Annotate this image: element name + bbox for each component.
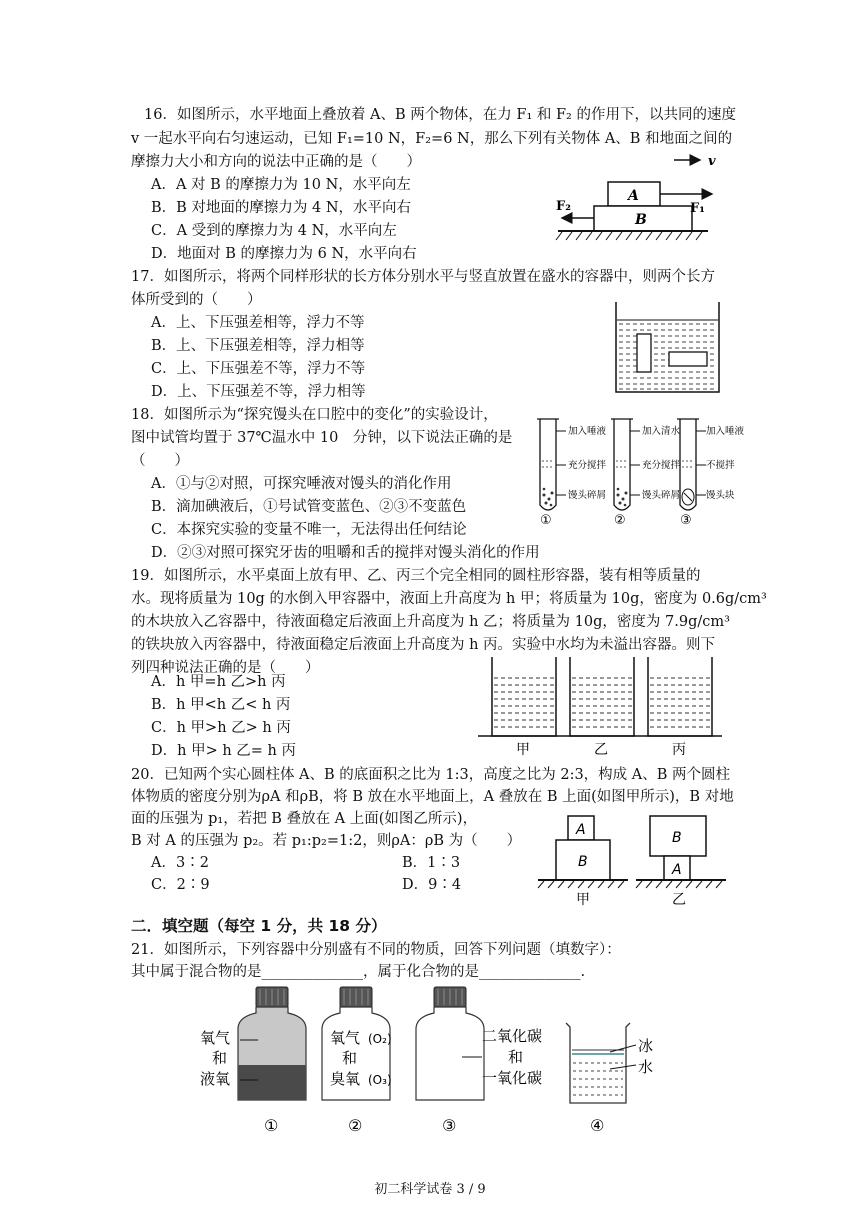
q21-number-1: ① [264,1116,279,1135]
q21-bottle1-text3: 液氧 [200,1070,231,1088]
q18-tube2-label1: 加入清水 [642,426,681,437]
q16-stem-line2: v 一起水平向右匀速运动，已知 F₁=10 N，F₂=6 N，那么下列有关物体 A、B 和地面之间的 [131,131,733,147]
q21-bottle2-formula1: (O₂) [368,1032,392,1046]
q16-stem-line3: 摩擦力大小和方向的说法中正确的是（ ） [131,154,421,170]
q20-label-jia: 甲 [576,892,590,908]
q18-tube3-label1: 加入唾液 [706,426,745,437]
q21-bottle1-text2: 和 [212,1049,228,1067]
q18-tube2-label3: 馒头碎屑 [642,490,681,501]
q21-bottle3-text1: 二氧化碳 [482,1027,543,1045]
q18-tube2-label2: 充分搅拌 [642,460,681,471]
q17-option-d: D．上、下压强差不等，浮力相等 [151,384,366,400]
q20-jia-block-b: B [578,854,588,870]
q21-stem-line1: 21．如图所示，下列容器中分别盛有不同的物质，回答下列问题（填数字）： [131,942,621,958]
q18-tube1-label1: 加入唾液 [568,426,607,437]
q21-figure [190,985,670,1155]
q21-stem-line2: 其中属于混合物的是______________，属于化合物的是______________. [131,964,586,980]
q16-option-b: B．B 对地面的摩擦力为 4 N，水平向右 [151,200,412,216]
q17-figure [613,300,723,396]
q19-option-b: B．h 甲<h 乙< h 丙 [151,697,291,713]
q21-beaker-ice-label: 冰 [638,1037,654,1055]
q20-option-b: B．1∶3 [402,855,461,871]
q19-option-a: A．h 甲=h 乙>h 丙 [151,674,286,690]
q20-option-d: D．9∶4 [402,877,462,893]
q19-label-jia: 甲 [516,742,530,758]
q18-tube1-label3: 馒头碎屑 [568,490,607,501]
q19-stem-line4: 的铁块放入丙容器中，待液面稳定后液面上升高度为 h 丙。实验中水均为未溢出容器。则下 [131,637,716,653]
q16-stem-line1: 16．如图所示，水平地面上叠放着 A、B 两个物体，在力 F₁ 和 F₂ 的作用下，以共同的速度 [144,107,736,123]
q21-bottle2-text1: 氧气 [330,1029,361,1047]
q18-option-c: C．本探究实验的变量不唯一，无法得出任何结论 [151,522,467,538]
q21-bottle1-text1: 氧气 [200,1029,231,1047]
q16-f1-label: F₁ [690,201,705,216]
q16-option-d: D．地面对 B 的摩擦力为 6 N，水平向右 [151,246,417,262]
q17-option-a: A．上、下压强差相等，浮力不等 [151,315,365,331]
q18-tube3-number: ③ [680,513,692,528]
q17-stem-line2: 体所受到的（ ） [131,292,262,308]
q18-figure [530,413,760,528]
q20-stem-line1: 20．已知两个实心圆柱体 A、B 的底面积之比为 1:3，高度之比为 2:3，构成 A、B 两个圆柱 [131,767,731,783]
q18-stem-line1: 18．如图所示为“探究馒头在口腔中的变化”的实验设计， [131,407,498,423]
q16-figure [548,150,718,245]
q18-tube1-number: ① [540,513,552,528]
q21-bottle2-formula2: (O₃) [368,1073,392,1087]
q21-number-3: ③ [442,1116,457,1135]
q19-stem-line5: 列四种说法正确的是（ ） [131,660,320,676]
q18-tube1-label2: 充分搅拌 [568,460,607,471]
q20-figure [536,810,732,910]
q18-stem-line3: （ ） [131,453,189,469]
q18-option-b: B．滴加碘液后，①号试管变蓝色、②③不变蓝色 [151,499,467,515]
q16-v-label: v [708,154,716,169]
q20-stem-line2: 体物质的密度分别为ρA 和ρB，将 B 放在水平地面上，A 叠放在 B 上面(如图甲所示)，B 对地 [131,789,734,805]
q20-yi-block-a: A [672,862,682,878]
q17-option-c: C．上、下压强差不等，浮力不等 [151,361,366,377]
q21-bottle2-text3: 臭氧 [330,1070,361,1088]
q18-tube3-label3: 馒头块 [706,490,735,501]
q21-number-4: ④ [590,1116,605,1135]
q20-stem-line4: B 对 A 的压强为 p₂。若 p₁:p₂=1:2，则ρA：ρB 为（ ） [131,833,522,849]
q18-tube2-number: ② [614,513,626,528]
q20-label-yi: 乙 [672,892,686,908]
q19-option-d: D．h 甲> h 乙= h 丙 [151,743,296,759]
q20-yi-block-b: B [672,830,682,846]
q20-option-c: C．2∶9 [151,877,210,893]
q16-block-b: B [635,212,647,228]
q21-number-2: ② [348,1116,363,1135]
q19-stem-line2: 水。现将质量为 10g 的水倒入甲容器中，液面上升高度为 h 甲；将质量为 10g，密度为 0.6g/cm³ [131,591,767,607]
q16-option-a: A．A 对 B 的摩擦力为 10 N，水平向左 [151,177,411,193]
q19-stem-line1: 19．如图所示，水平桌面上放有甲、乙、丙三个完全相同的圆柱形容器，装有相等质量的 [131,568,701,584]
q17-option-b: B．上、下压强差相等，浮力相等 [151,338,365,354]
page-footer: 初二科学试卷 3 / 9 [374,1182,486,1197]
q18-option-a: A．①与②对照，可探究唾液对馒头的消化作用 [151,476,452,492]
q21-bottle3-text3: 一氧化碳 [482,1069,543,1087]
q19-stem-line3: 的木块放入乙容器中，待液面稳定后液面上升高度为 h 乙；将质量为 10g，密度为 7.9g/cm³ [131,614,730,630]
q18-option-d: D．②③对照可探究牙齿的咀嚼和舌的搅拌对馒头消化的作用 [151,545,540,561]
q20-option-a: A．3∶2 [151,855,209,871]
q19-figure [470,654,725,760]
q19-option-c: C．h 甲>h 乙> h 丙 [151,720,291,736]
q19-label-bing: 丙 [672,742,686,758]
q16-block-a: A [628,188,639,204]
q21-bottle2-text2: 和 [342,1049,358,1067]
q18-stem-line2: 图中试管均置于 37℃温水中 10 分钟，以下说法正确的是 [131,430,513,446]
q16-option-c: C．A 受到的摩擦力为 4 N，水平向左 [151,223,397,239]
q20-stem-line3: 面的压强为 p₁，若把 B 叠放在 A 上面(如图乙所示)， [131,811,478,827]
q20-jia-block-a: A [576,822,586,838]
q16-f2-label: F₂ [556,199,571,214]
q21-bottle3-text2: 和 [508,1048,524,1066]
q18-tube3-label2: 不搅拌 [706,460,735,471]
q19-label-yi: 乙 [594,742,608,758]
q17-stem-line1: 17．如图所示，将两个同样形状的长方体分别水平与竖直放置在盛水的容器中，则两个长方 [131,269,715,285]
q21-beaker-water-label: 水 [638,1058,654,1076]
section-fill-in-blank-heading: 二．填空题（每空 1 分，共 18 分） [131,917,387,935]
